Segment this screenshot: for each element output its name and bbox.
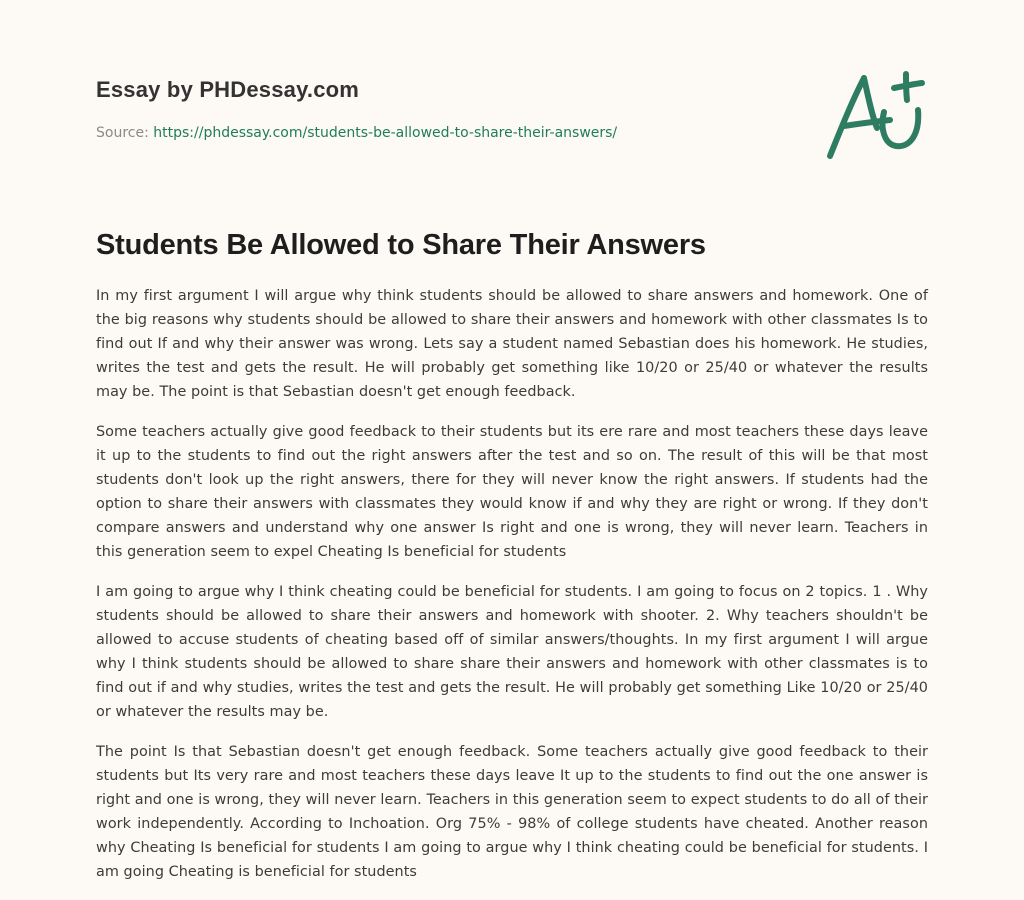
- essay-paragraph: I am going to argue why I think cheating could be beneficial for students. I am going to focus on 2 topics. 1 . Why students should be allowed to share their answers and homework with shooter. 2. Why teachers shouldn't be allowed to accuse students of cheating based off of similar answers/thoughts. In my first argument I will argue why I think students should be allowed to share share their answers and homework with other classmates is to find out if and why studies, writes the test and gets the result. He will probably get something Like 10/20 or 25/40 or whatever the results may be.: [96, 584, 928, 720]
- essay-title: Students Be Allowed to Share Their Answers: [96, 229, 706, 261]
- essay-paragraph: In my first argument I will argue why think students should be allowed to share answers and homework. One of the big reasons why students should be allowed to share their answers and homework with other classmates Is to find out If and why their answer was wrong. Lets say a student named Sebastian does his homework. He studies, writes the test and gets the result. He will probably get something like 10/20 or 25/40 or whatever the results may be. The point is that Sebastian doesn't get enough feedback.: [96, 288, 928, 400]
- essay-header: [96, 76, 936, 141]
- essay-paragraph: The point Is that Sebastian doesn't get enough feedback. Some teachers actually give good feedback to their students but Its very rare and most teachers these days leave It up to the students to find out the one answer is right and one is wrong, they will never learn. Teachers in this generation seem to expect students to do all of their work independently. According to Inchoation. Org 75% - 98% of college students have cheated. Another reason why Cheating Is beneficial for students I am going to argue why I think cheating could be beneficial for students. I am going Cheating is beneficial for students: [96, 744, 928, 880]
- site-title: Essay by PHDessay.com: [96, 77, 360, 102]
- source-label: Source:: [96, 125, 154, 141]
- a-plus-grade-icon: [822, 66, 932, 166]
- source-line: [96, 124, 617, 142]
- essay-paragraph: Some teachers actually give good feedback to their students but its ere rare and most teachers these days leave it up to the students to find out the right answers after the test and so on. The result of this will be that most students don't look up the right answers, there for they will never know the right answers. If students had the option to share their answers with classmates they would know if and why they are right or wrong. If they don't compare answers and understand why one answer Is right and one is wrong, they will never learn. Teachers in this generation seem to expel Cheating Is beneficial for students: [96, 424, 928, 560]
- source-link[interactable]: https://phdessay.com/students-be-allowed-to-share-their-answers/: [153, 125, 618, 141]
- essay-body: [96, 284, 928, 900]
